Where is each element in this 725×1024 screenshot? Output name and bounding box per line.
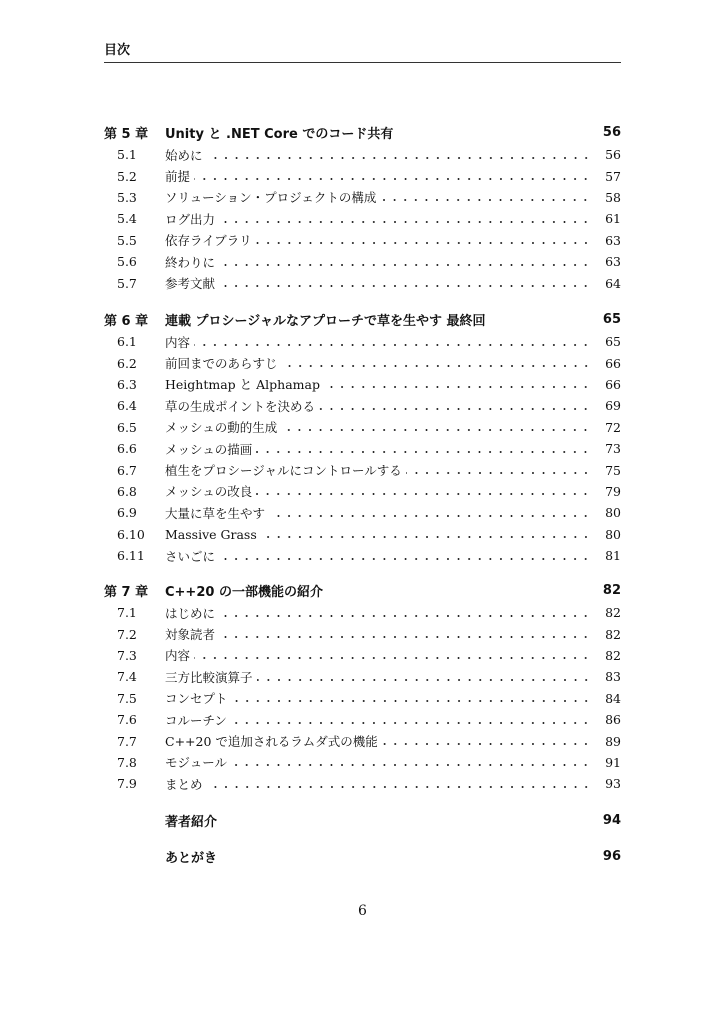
section-page: 64 (605, 275, 621, 291)
section-entry[interactable] (104, 666, 621, 687)
chapter-page: 56 (602, 124, 621, 140)
section-entry[interactable] (104, 272, 621, 293)
dot-leader (219, 551, 591, 561)
dot-leader (219, 278, 591, 288)
section-title: 前回までのあらすじ (165, 356, 278, 372)
section-title: 参考文献 (165, 276, 216, 292)
dot-leader (256, 486, 591, 496)
section-entry[interactable] (104, 395, 621, 416)
section-title: 対象読者 (165, 627, 216, 643)
section-entry[interactable] (104, 144, 621, 165)
section-title: 三方比較演算子 (165, 669, 253, 685)
chapter-title: 著者紹介 (165, 814, 218, 830)
section-page: 80 (605, 526, 621, 542)
chapter-page: 96 (602, 848, 621, 864)
section-number: 6.11 (117, 548, 145, 564)
section-title: 終わりに (165, 254, 216, 270)
chapter-title: C++20 の一部機能の紹介 (165, 584, 323, 600)
dot-leader (232, 693, 591, 703)
section-title: 内容 (165, 648, 191, 664)
section-page: 73 (605, 441, 621, 457)
section-number: 7.8 (117, 754, 137, 770)
section-entry[interactable] (104, 331, 621, 352)
section-page: 83 (605, 669, 621, 685)
section-number: 5.2 (117, 168, 137, 184)
section-page: 82 (605, 647, 621, 663)
section-entry[interactable] (104, 688, 621, 709)
section-entry[interactable] (104, 374, 621, 395)
dot-leader (219, 214, 591, 224)
section-entry[interactable] (104, 524, 621, 545)
section-title: メッシュの改良 (165, 484, 253, 500)
section-title: コルーチン (165, 712, 227, 728)
section-page: 91 (605, 754, 621, 770)
dot-leader (406, 465, 591, 475)
section-title: コンセプト (165, 691, 228, 707)
section-number: 5.1 (117, 147, 137, 163)
dot-leader (231, 757, 591, 767)
chapter-number: 第 6 章 (104, 313, 149, 329)
section-entry[interactable] (104, 352, 621, 373)
dot-leader (261, 529, 591, 539)
dot-leader (219, 257, 591, 267)
section-page: 63 (605, 232, 621, 248)
section-number: 7.5 (117, 690, 137, 706)
section-number: 6.8 (117, 483, 137, 499)
chapter-number: 第 7 章 (104, 584, 149, 600)
section-title: ログ出力 (165, 211, 216, 227)
section-page: 89 (605, 733, 621, 749)
section-entry[interactable] (104, 645, 621, 666)
section-number: 6.5 (117, 419, 137, 435)
chapter-entry[interactable] (104, 308, 621, 330)
section-number: 5.4 (117, 211, 137, 227)
section-entry[interactable] (104, 208, 621, 229)
section-page: 65 (605, 334, 621, 350)
section-number: 7.9 (117, 776, 137, 792)
section-page: 79 (605, 483, 621, 499)
dot-leader (282, 358, 591, 368)
section-page: 58 (605, 189, 621, 205)
section-page: 61 (605, 211, 621, 227)
section-title: メッシュの描画 (165, 441, 253, 457)
section-entry[interactable] (104, 187, 621, 208)
chapter-title: Unity と .NET Core でのコード共有 (165, 126, 394, 142)
chapter-title: 連載 プロシージャルなアプローチで草を生やす 最終回 (165, 313, 486, 329)
section-title: ソリューション・プロジェクトの構成 (165, 190, 377, 206)
toc-chapter (104, 579, 621, 795)
dot-leader (257, 672, 591, 682)
section-entry[interactable] (104, 773, 621, 794)
dot-leader (382, 736, 591, 746)
toc-chapter (104, 308, 621, 566)
chapter-entry[interactable] (104, 121, 621, 143)
section-number: 6.4 (117, 398, 137, 414)
section-entry[interactable] (104, 165, 621, 186)
section-page: 72 (605, 419, 621, 435)
section-entry[interactable] (104, 545, 621, 566)
dot-leader (281, 422, 591, 432)
running-header: 目次 (104, 43, 131, 58)
section-title: モジュール (165, 755, 228, 771)
section-number: 6.1 (117, 334, 137, 350)
dot-leader (380, 192, 591, 202)
section-entry[interactable] (104, 602, 621, 623)
section-number: 7.4 (117, 669, 137, 685)
section-number: 5.6 (117, 254, 137, 270)
section-page: 63 (605, 254, 621, 270)
dot-leader (194, 337, 591, 347)
section-number: 7.6 (117, 712, 137, 728)
section-page: 66 (605, 355, 621, 371)
section-title: 内容 (165, 334, 191, 350)
section-title: メッシュの動的生成 (165, 420, 278, 436)
section-number: 6.10 (117, 526, 145, 542)
section-page: 66 (605, 376, 621, 392)
section-title: はじめに (165, 605, 216, 621)
section-title: まとめ (165, 776, 203, 792)
section-number: 7.3 (117, 647, 137, 663)
section-number: 6.9 (117, 505, 137, 521)
section-title: 始めに (165, 147, 203, 163)
section-title: 植生をプロシージャルにコントロールする (165, 463, 402, 479)
dot-leader (269, 508, 591, 518)
section-entry[interactable] (104, 481, 621, 502)
section-page: 93 (605, 776, 621, 792)
section-page: 82 (605, 626, 621, 642)
dot-leader (207, 150, 591, 160)
section-entry[interactable] (104, 417, 621, 438)
dot-leader (256, 444, 591, 454)
toc-chapter (104, 845, 621, 868)
chapter-entry[interactable] (104, 845, 621, 867)
dot-leader (256, 235, 591, 245)
section-entry[interactable] (104, 709, 621, 730)
section-entry[interactable] (104, 502, 621, 523)
section-number: 6.3 (117, 376, 137, 392)
chapter-number: 第 5 章 (104, 126, 149, 142)
section-number: 6.7 (117, 462, 137, 478)
section-number: 6.2 (117, 355, 137, 371)
chapter-page: 65 (602, 311, 621, 327)
section-number: 5.5 (117, 232, 137, 248)
section-page: 80 (605, 505, 621, 521)
dot-leader (194, 650, 591, 660)
section-page: 75 (605, 462, 621, 478)
section-number: 7.2 (117, 626, 137, 642)
chapter-title: あとがき (165, 850, 218, 866)
section-number: 5.7 (117, 275, 137, 291)
toc-chapter (104, 809, 621, 832)
section-number: 5.3 (117, 189, 137, 205)
chapter-page: 82 (602, 582, 621, 598)
chapter-entry[interactable] (104, 809, 621, 831)
section-entry[interactable] (104, 459, 621, 480)
toc-chapter (104, 121, 621, 294)
section-title: C++20 で追加されるラムダ式の機能 (165, 734, 378, 750)
section-entry[interactable] (104, 438, 621, 459)
section-title: 大量に草を生やす (165, 505, 266, 521)
section-title: 依存ライブラリ (165, 233, 252, 249)
dot-leader (219, 629, 591, 639)
header-rule (104, 62, 621, 63)
section-page: 57 (605, 168, 621, 184)
chapter-page: 94 (602, 812, 621, 828)
section-page: 84 (605, 690, 621, 706)
section-page: 86 (605, 712, 621, 728)
section-entry[interactable] (104, 230, 621, 251)
section-entry[interactable] (104, 730, 621, 751)
dot-leader (324, 379, 591, 389)
section-page: 69 (605, 398, 621, 414)
section-page: 56 (605, 147, 621, 163)
section-title: 前提 (165, 169, 191, 185)
dot-leader (207, 779, 591, 789)
dot-leader (219, 608, 591, 618)
dot-leader (319, 401, 591, 411)
chapter-entry[interactable] (104, 579, 621, 601)
section-number: 7.1 (117, 605, 137, 621)
section-number: 7.7 (117, 733, 137, 749)
dot-leader (231, 715, 591, 725)
section-title: さいごに (165, 548, 216, 564)
section-title: 草の生成ポイントを決める (165, 398, 316, 414)
section-entry[interactable] (104, 251, 621, 272)
section-page: 81 (605, 548, 621, 564)
section-entry[interactable] (104, 752, 621, 773)
page-number: 6 (358, 903, 367, 919)
section-title: Massive Grass (165, 526, 257, 542)
section-number: 6.6 (117, 441, 137, 457)
section-entry[interactable] (104, 623, 621, 644)
dot-leader (194, 171, 591, 181)
section-page: 82 (605, 605, 621, 621)
section-title: Heightmap と Alphamap (165, 377, 320, 393)
